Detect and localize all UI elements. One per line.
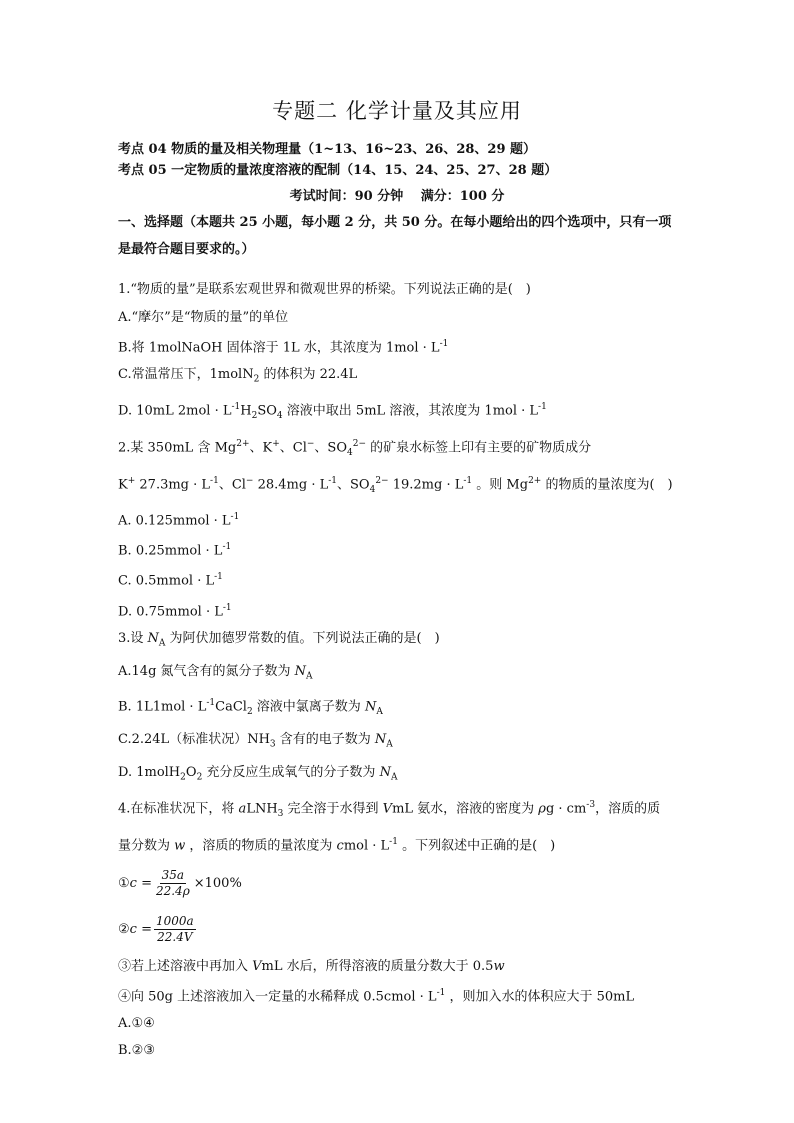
- q4-statement-1: ① c = $\frac{35a}{22.4\rho}$ ×100%: [118, 868, 242, 899]
- q3-stem: 3.设 $N_A$ 为阿伏加德罗常数的值。下列说法正确的是( ): [118, 631, 440, 649]
- q2-option-a: A. 0.125mmol · $L^{-1}$: [118, 511, 240, 529]
- q2-option-b: B. 0.25mmol · $L^{-1}$: [118, 542, 232, 559]
- exam-info: 考试时间：90 分钟 满分：100 分: [289, 189, 505, 204]
- q4-statement-2: ② c = $\frac{1000a}{22.4V}$: [118, 914, 194, 945]
- q2-stem: 2.某 350mL 含 $Mg^{2+}$、K+、Cl−、$SO_4^{2-}$ 的矿泉水标签上印有主要的矿物质成分: [118, 438, 592, 458]
- q1-option-d: D. 10mL $2mol \cdot L^{-1}H_2SO_4$ 溶液中取出 5mL 溶液，其浓度为 $1mol \cdot L^{-1}$: [118, 401, 547, 421]
- q1-option-b: B.将 1molNaOH 固体溶于 1L 水，其浓度为 $1mol \cdot L^{-1}$: [118, 339, 449, 356]
- q4-stem: 4.在标准状况下，将 aLNH$_3$ 完全溶于水得到 VmL 氨水，溶液的密度为 $\rho g \cdot cm^{-3}$，溶质的质: [118, 800, 661, 820]
- section-heading: 一、选择题（本题共 25 小题，每小题 2 分，共 50 分。在每小题给出的四个选项中，只有一项是最符合题目要求的。）: [118, 215, 672, 257]
- q3-option-c: C.2.24L（标准状况）$NH_3$ 含有的电子数为 $N_A$: [118, 732, 393, 750]
- q2-stem-line2: K+ $27.3mg \cdot L^{-1}$、Cl− $28.4mg \cdot L^{-1}$、$SO_4^{2-}$ $19.2mg \cdot L^{-1}$ 。则 $Mg^{2+}$ 的物质的量浓度为( ): [118, 475, 673, 495]
- q4-option-b: B.②③: [118, 1042, 155, 1058]
- kaodian-05: 考点 05 一定物质的量浓度溶液的配制（14、15、24、25、27、28 题）: [118, 163, 558, 178]
- q4-statement-3: ③若上述溶液中再加入 VmL 水后，所得溶液的质量分数大于 0.5w: [118, 958, 505, 974]
- q4-stem-line2: 量分数为 w ，溶质的物质的量浓度为 cmol · $L^{-1}$ 。下列叙述中正确的是( ): [118, 837, 556, 854]
- q2-option-d: D. 0.75mmol · $L^{-1}$: [118, 602, 232, 619]
- q3-option-d: D. $1molH_2O_2$ 充分反应生成氧气的分子数为 $N_A$: [118, 764, 398, 783]
- q4-statement-4: ④向 50g 上述溶液加入一定量的水稀释成 0.5cmol · $L^{-1}$ ，则加入水的体积应大于 50mL: [118, 987, 635, 1004]
- fraction-2: $\frac{1000a}{22.4V}$: [155, 914, 194, 945]
- q3-option-a: A.14g 氮气含有的氮分子数为 $N_A$: [118, 663, 313, 682]
- kaodian-04: 考点 04 物质的量及相关物理量（1~13、16~23、26、28、29 题）: [118, 142, 537, 157]
- q3-option-b: B. $1L1mol \cdot L^{-1}CaCl_2$ 溶液中氯离子数为 $N_A$: [118, 698, 383, 718]
- page-title: 专题二 化学计量及其应用: [272, 99, 522, 123]
- fraction-1: $\frac{35a}{22.4\rho}$: [155, 868, 190, 899]
- q1-stem: 1.“物质的量”是联系宏观世界和微观世界的桥梁。下列说法正确的是( ): [118, 282, 531, 297]
- q1-option-a: A.“摩尔”是“物质的量”的单位: [118, 310, 289, 325]
- q2-option-c: C. 0.5mmol · $L^{-1}$: [118, 572, 223, 589]
- q4-option-a: A.①④: [118, 1015, 155, 1031]
- q1-option-c: C.常温常压下，1molN$_2$ 的体积为 22.4L: [118, 367, 358, 385]
